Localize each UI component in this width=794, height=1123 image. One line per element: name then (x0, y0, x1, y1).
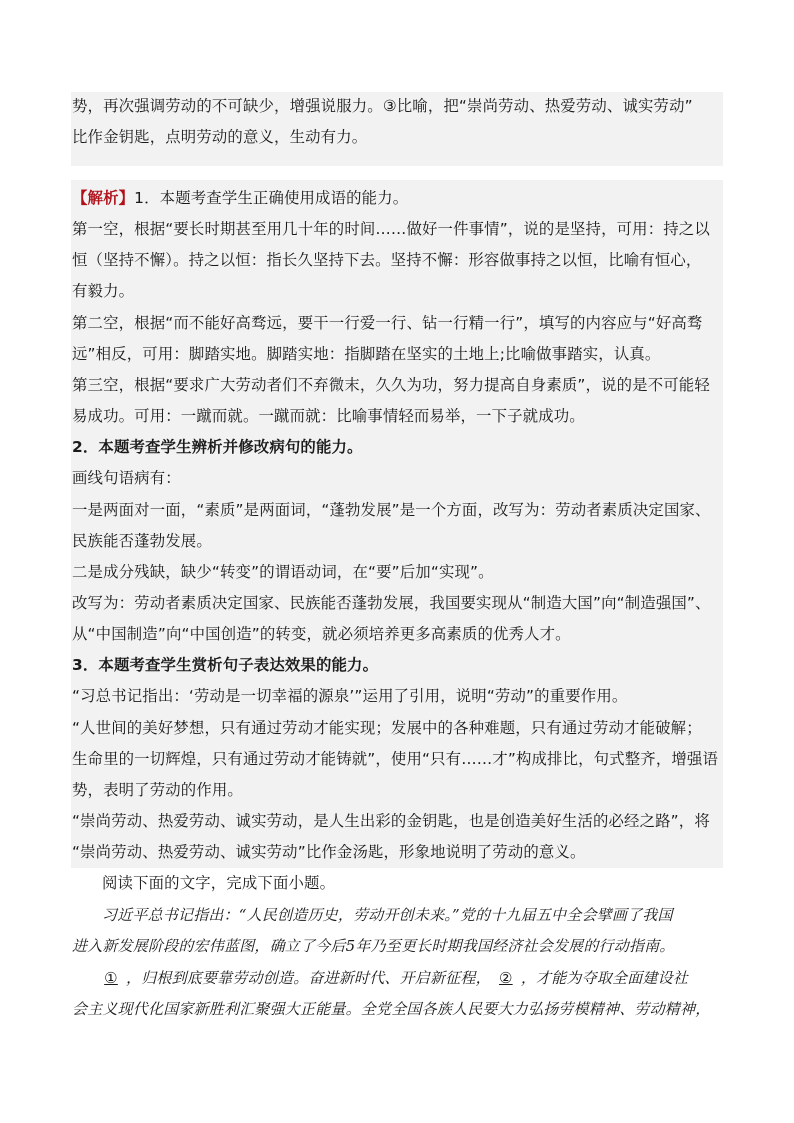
analysis-tag: 【解析】 (72, 189, 135, 207)
analysis-line: 恒（坚持不懈）。持之以恒：指长久坚持下去。坚持不懈：形容做事持之以恒，比喻有恒心， (72, 251, 702, 269)
analysis-line: 第一空，根据“要长时期甚至用几十年的时间……做好一件事情”，说的是坚持，可用：持之以 (72, 220, 710, 238)
analysis-line: “人世间的美好梦想，只有通过劳动才能实现；发展中的各种难题，只有通过劳动才能破解； (72, 719, 702, 737)
passage-text: ，才能为夺取全面建设社 (520, 969, 689, 987)
analysis-line: “崇尚劳动、热爱劳动、诚实劳动，是人生出彩的金钥匙，也是创造美好生活的必经之路”，将 (72, 812, 710, 830)
answer-line-1: 势，再次强调劳动的不可缺少，增强说服力。③比喻，把“崇尚劳动、热爱劳动、诚实劳动” (72, 97, 693, 115)
analysis-line: 有毅力。 (72, 282, 135, 300)
analysis-line: 生命里的一切辉煌，只有通过劳动才能铸就”，使用“只有……才”构成排比，句式整齐，增强语 (72, 750, 718, 768)
analysis-heading (72, 188, 408, 208)
passage-line-blanks (96, 968, 688, 988)
analysis-line: 势，表明了劳动的作用。 (72, 781, 243, 799)
analysis-line: 易成功。可用：一蹴而就。一蹴而就：比喻事情轻而易举，一下子就成功。 (72, 407, 585, 425)
analysis-q3-title: 3．本题考查学生赏析句子表达效果的能力。 (72, 656, 379, 674)
blank-1[interactable]: ① (104, 969, 118, 987)
analysis-q2-title: 2．本题考查学生辨析并修改病句的能力。 (72, 438, 363, 456)
reading-instruction: 阅读下面的文字，完成下面小题。 (102, 874, 336, 892)
analysis-line: 第三空，根据“要求广大劳动者们不弃微末，久久为功，努力提高自身素质”，说的是不可能轻 (72, 376, 710, 394)
analysis-line: 一是两面对一面，“素质”是两面词，“蓬勃发展”是一个方面，改写为：劳动者素质决定国家、 (72, 501, 711, 519)
analysis-q1-title: 1．本题考查学生正确使用成语的能力。 (134, 189, 409, 207)
passage-line: 进入新发展阶段的宏伟蓝图，确立了今后5年乃至更长时期我国经济社会发展的行动指南。 (72, 937, 675, 955)
analysis-line: 二是成分残缺，缺少“转变”的谓语动词，在“要”后加“实现”。 (72, 563, 494, 581)
analysis-line: 从“中国制造”向“中国创造”的转变，就必须培养更多高素质的优秀人才。 (72, 625, 571, 643)
passage-text: ，归根到底要靠劳动创造。奋进新时代、开启新征程， (126, 969, 491, 987)
analysis-line: “习总书记指出：‘劳动是一切幸福的源泉’”运用了引用，说明“劳动”的重要作用。 (72, 687, 628, 705)
passage-line: 习近平总书记指出：“人民创造历史，劳动开创未来。”党的十九届五中全会擘画了我国 (102, 906, 673, 924)
analysis-line: 第二空，根据“而不能好高骛远，要干一行爱一行、钻一行精一行”，填写的内容应与“好高骛 (72, 314, 703, 332)
blank-2[interactable]: ② (498, 969, 513, 987)
analysis-line: “崇尚劳动、热爱劳动、诚实劳动”比作金汤匙，形象地说明了劳动的意义。 (72, 843, 586, 861)
analysis-line: 民族能否蓬勃发展。 (72, 532, 212, 550)
analysis-line: 画线句语病有： (72, 469, 181, 487)
answer-line-2: 比作金钥匙，点明劳动的意义，生动有力。 (72, 128, 368, 146)
analysis-line: 远”相反，可用：脚踏实地。脚踏实地：指脚踏在坚实的土地上;比喻做事踏实，认真。 (72, 345, 661, 363)
analysis-line: 改写为：劳动者素质决定国家、民族能否蓬勃发展，我国要实现从“制造大国”向“制造强国”、 (72, 594, 711, 612)
passage-line: 会主义现代化国家新胜利汇聚强大正能量。全党全国各族人民要大力弘扬劳模精神、劳动精神， (72, 1000, 711, 1018)
